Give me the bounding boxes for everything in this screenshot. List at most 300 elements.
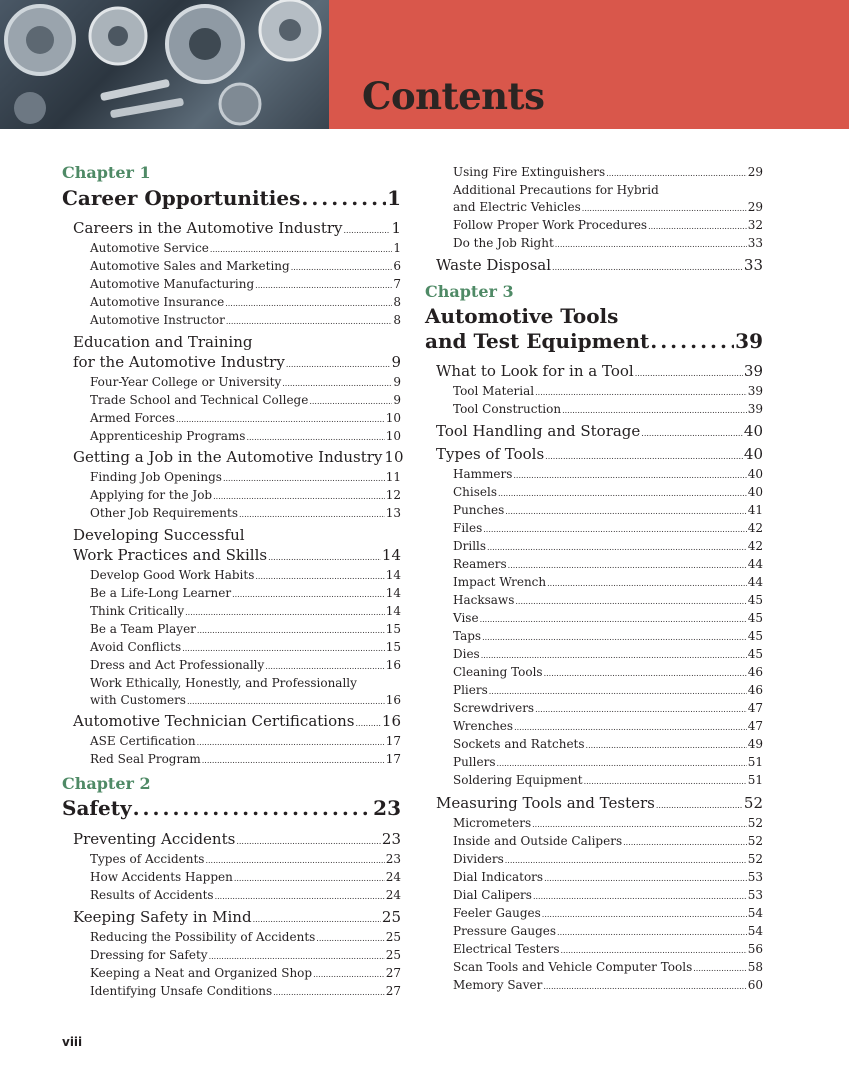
dot-leader (209, 948, 385, 965)
dot-leader (197, 734, 385, 751)
toc-page-number: 14 (385, 568, 401, 582)
toc-page-number: 39 (747, 384, 763, 398)
toc-page-number: 16 (381, 712, 401, 730)
dot-leader (255, 568, 384, 585)
dot-leader (535, 701, 747, 718)
toc-entry-label: Dress and Act Professionally (90, 658, 265, 672)
automotive-parts-photo (0, 0, 329, 129)
toc-entry-label: Be a Team Player (90, 622, 196, 636)
dot-leader (533, 888, 747, 905)
toc-subentry-punches[interactable] (453, 502, 763, 520)
dot-leader (641, 424, 743, 444)
dot-leader (648, 218, 747, 235)
toc-entry-label: Follow Proper Work Procedures (453, 218, 648, 232)
dot-leader (232, 586, 385, 603)
chapter-label: Chapter 1 (62, 163, 151, 182)
toc-subentry-chisels[interactable] (453, 484, 763, 502)
toc-entry-label: Memory Saver (453, 978, 543, 992)
toc-entry-label: Screwdrivers (453, 701, 535, 715)
dot-leader (508, 557, 747, 574)
toc-subentry-armed-forces[interactable] (90, 410, 401, 428)
toc-entry-label: Keeping Safety in Mind (73, 908, 252, 926)
toc-entry-label: Electrical Testers (453, 942, 560, 956)
toc-subentry-automotive-service[interactable] (90, 240, 401, 258)
toc-page-number: 39 (735, 329, 763, 353)
dot-leader (226, 313, 393, 330)
dot-leader (483, 521, 746, 538)
toc-entry-label: Automotive Instructor (90, 313, 225, 327)
dot-leader (535, 384, 747, 401)
toc-entry-label: Be a Life-Long Learner (90, 586, 232, 600)
dot-leader (545, 447, 743, 467)
dot-leader (253, 910, 381, 930)
toc-page-number: 40 (747, 485, 763, 499)
toc-page-number: 58 (747, 960, 763, 974)
toc-subentry-do-the-job-right[interactable] (453, 235, 763, 253)
toc-page-number: 29 (747, 200, 763, 214)
dot-leader (197, 622, 385, 639)
toc-entry-label: Dressing for Safety (90, 948, 208, 962)
toc-subentry-types-of-accidents[interactable] (90, 851, 401, 869)
toc-section-keeping-safety-in-mind[interactable] (73, 907, 401, 930)
toc-page-number: 47 (747, 701, 763, 715)
dot-leader (498, 485, 747, 502)
dot-leader (547, 575, 747, 592)
dot-leader (265, 658, 384, 675)
dot-leader (650, 329, 734, 354)
toc-subentry-additional-precautions-for-hybrid[interactable] (453, 182, 763, 217)
toc-subentry-wrenches[interactable] (453, 718, 763, 736)
toc-entry-label: Pullers (453, 755, 496, 769)
toc-entry-label: Hacksaws (453, 593, 515, 607)
toc-page-number: 25 (381, 908, 401, 926)
toc-entry-label: Pliers (453, 683, 488, 697)
toc-entry-label: Trade School and Technical College (90, 393, 309, 407)
toc-entry-label: Dies (453, 647, 480, 661)
dot-leader (623, 834, 747, 851)
toc-page-number: 17 (385, 734, 401, 748)
toc-section-tool-handling-and-storage[interactable] (436, 421, 763, 444)
toc-page-number: 45 (747, 629, 763, 643)
toc-entry-label: Waste Disposal (436, 256, 552, 274)
chapter-label: Chapter 3 (425, 282, 514, 301)
toc-entry-label: Dial Indicators (453, 870, 544, 884)
toc-subentry-inside-and-outside-calipers[interactable] (453, 833, 763, 851)
toc-subentry-automotive-sales-and-marketing[interactable] (90, 258, 401, 276)
dot-leader (515, 593, 746, 610)
toc-page-number: 39 (743, 362, 763, 380)
toc-entry-label: Drills (453, 539, 487, 553)
toc-page-number: 8 (393, 313, 401, 327)
toc-page-number: 10 (385, 429, 401, 443)
toc-page-number: 12 (385, 488, 401, 502)
toc-page-number: 52 (743, 794, 763, 812)
toc-page-number: 1 (387, 186, 401, 210)
dot-leader (301, 186, 386, 211)
toc-subentry-dividers[interactable] (453, 851, 763, 869)
toc-subentry-keeping-a-neat-and-organized-shop[interactable] (90, 965, 401, 983)
toc-subentry-four-year-college-or-university[interactable] (90, 374, 401, 392)
dot-leader (286, 355, 391, 375)
toc-page-number: 33 (747, 236, 763, 250)
dot-leader (543, 978, 746, 995)
toc-subentry-dressing-for-safety[interactable] (90, 947, 401, 965)
dot-leader (210, 241, 392, 258)
dot-leader (513, 467, 746, 484)
toc-subentry-taps[interactable] (453, 628, 763, 646)
toc-entry-label: for the Automotive Industry (73, 353, 285, 371)
toc-subentry-vise[interactable] (453, 610, 763, 628)
toc-subentry-how-accidents-happen[interactable] (90, 869, 401, 887)
toc-entry-label: Red Seal Program (90, 752, 201, 766)
dot-leader (133, 796, 373, 821)
toc-page-number: 23 (381, 830, 401, 848)
toc-page-number: 17 (385, 752, 401, 766)
toc-entry-label: Using Fire Extinguishers (453, 165, 606, 179)
toc-page-number: 1 (391, 219, 401, 237)
toc-subentry-red-seal-program[interactable] (90, 751, 401, 769)
toc-subentry-apprenticeship-programs[interactable] (90, 428, 401, 446)
toc-entry-label: Micrometers (453, 816, 532, 830)
toc-entry-label: Preventing Accidents (73, 830, 236, 848)
toc-page-number: 49 (747, 737, 763, 751)
toc-section-getting-a-job-in-the-automotive-industry[interactable] (73, 447, 404, 470)
toc-entry-label: Education and Training (73, 333, 253, 351)
toc-entry-label: Feeler Gauges (453, 906, 541, 920)
dot-leader (584, 773, 747, 790)
toc-page-number: 14 (381, 546, 401, 564)
toc-entry-label: Reducing the Possibility of Accidents (90, 930, 316, 944)
page-number: viii (62, 1035, 83, 1049)
toc-subentry-be-a-team-player[interactable] (90, 621, 401, 639)
toc-entry-label: Automotive Service (90, 241, 209, 255)
toc-subentry-using-fire-extinguishers[interactable] (453, 164, 763, 182)
toc-page-number: 9 (391, 353, 401, 371)
dot-leader (223, 470, 385, 487)
toc-page-number: 39 (747, 402, 763, 416)
dot-leader (514, 719, 747, 736)
toc-subentry-screwdrivers[interactable] (453, 700, 763, 718)
toc-subentry-identifying-unsafe-conditions[interactable] (90, 983, 401, 1001)
toc-page-number: 10 (385, 411, 401, 425)
toc-entry-label: Applying for the Job (90, 488, 213, 502)
toc-entry-label: Career Opportunities (62, 186, 301, 210)
dot-leader (532, 816, 747, 833)
toc-entry-label: Chisels (453, 485, 498, 499)
dot-leader (236, 832, 381, 852)
toc-entry-label: Think Critically (90, 604, 185, 618)
toc-section-types-of-tools[interactable] (436, 444, 763, 467)
toc-page-number: 13 (385, 506, 401, 520)
toc-page-number: 52 (747, 834, 763, 848)
toc-entry-label: Work Ethically, Honestly, and Professionally (90, 676, 357, 690)
toc-entry-label: Taps (453, 629, 482, 643)
toc-subentry-applying-for-the-job[interactable] (90, 487, 401, 505)
toc-subentry-memory-saver[interactable] (453, 977, 763, 995)
toc-subentry-work-ethically-honestly-and-professionally[interactable] (90, 675, 401, 710)
toc-page-number: 51 (747, 755, 763, 769)
toc-section-waste-disposal[interactable] (436, 255, 763, 278)
toc-page-number: 53 (747, 870, 763, 884)
toc-entry-label: Other Job Requirements (90, 506, 238, 520)
toc-entry-label: Automotive Technician Certifications (73, 712, 355, 730)
toc-section-preventing-accidents[interactable] (73, 829, 401, 852)
dot-leader (225, 295, 392, 312)
toc-subentry-dies[interactable] (453, 646, 763, 664)
toc-subentry-be-a-life-long-learner[interactable] (90, 585, 401, 603)
toc-entry-label: Finding Job Openings (90, 470, 222, 484)
toc-entry-label: Cleaning Tools (453, 665, 543, 679)
toc-subentry-soldering-equipment[interactable] (453, 772, 763, 790)
toc-page-number: 60 (747, 978, 763, 992)
toc-section-measuring-tools-and-testers[interactable] (436, 793, 763, 816)
toc-subentry-pullers[interactable] (453, 754, 763, 772)
toc-page-number: 40 (743, 445, 763, 463)
toc-entry-label: Files (453, 521, 483, 535)
toc-entry-label: Types of Tools (436, 445, 545, 463)
dot-leader (239, 506, 385, 523)
dot-leader (482, 629, 747, 646)
toc-subentry-automotive-manufacturing[interactable] (90, 276, 401, 294)
dot-leader (255, 277, 392, 294)
toc-page-number: 23 (385, 852, 401, 866)
toc-entry-label: Apprenticeship Programs (90, 429, 246, 443)
toc-page-number: 33 (743, 256, 763, 274)
toc-subentry-dial-indicators[interactable] (453, 869, 763, 887)
toc-entry-label: Measuring Tools and Testers (436, 794, 655, 812)
toc-subentry-dress-and-act-professionally[interactable] (90, 657, 401, 675)
toc-subentry-dial-calipers[interactable] (453, 887, 763, 905)
toc-page-number: 40 (747, 467, 763, 481)
toc-subentry-hacksaws[interactable] (453, 592, 763, 610)
toc-entry-label: What to Look for in a Tool (436, 362, 634, 380)
dot-leader (291, 259, 393, 276)
toc-page-number: 56 (747, 942, 763, 956)
toc-entry-label: Tool Material (453, 384, 535, 398)
toc-subentry-automotive-insurance[interactable] (90, 294, 401, 312)
toc-entry-label: Safety (62, 796, 132, 820)
dot-leader (480, 611, 747, 628)
toc-subentry-files[interactable] (453, 520, 763, 538)
dot-leader (215, 888, 385, 905)
toc-page-number: 45 (747, 593, 763, 607)
toc-entry-label: Sockets and Ratchets (453, 737, 585, 751)
toc-entry-label: How Accidents Happen (90, 870, 233, 884)
toc-page-number: 9 (393, 393, 401, 407)
toc-page-number: 25 (385, 948, 401, 962)
toc-page-number: 10 (384, 448, 404, 466)
toc-page-number: 15 (385, 622, 401, 636)
toc-page-number: 54 (747, 906, 763, 920)
toc-subentry-tool-material[interactable] (453, 383, 763, 401)
toc-entry-label: Hammers (453, 467, 513, 481)
dot-leader (496, 755, 746, 772)
toc-page-number: 45 (747, 611, 763, 625)
toc-subentry-electrical-testers[interactable] (453, 941, 763, 959)
toc-page-number: 40 (743, 422, 763, 440)
dot-leader (505, 852, 747, 869)
header-photo (0, 0, 329, 129)
toc-page-number: 45 (747, 647, 763, 661)
dot-leader (282, 375, 392, 392)
toc-chapter-automotive-tools[interactable] (425, 304, 763, 354)
dot-leader (316, 930, 384, 947)
toc-subentry-follow-proper-work-procedures[interactable] (453, 217, 763, 235)
toc-entry-label: Tool Handling and Storage (436, 422, 641, 440)
toc-entry-label: Automotive Manufacturing (90, 277, 255, 291)
toc-entry-label: Tool Construction (453, 402, 562, 416)
toc-page-number: 41 (747, 503, 763, 517)
toc-entry-label: Keeping a Neat and Organized Shop (90, 966, 313, 980)
toc-entry-label: Getting a Job in the Automotive Industry (73, 448, 383, 466)
toc-page-number: 15 (385, 640, 401, 654)
toc-subentry-results-of-accidents[interactable] (90, 887, 401, 905)
toc-entry-label: Identifying Unsafe Conditions (90, 984, 273, 998)
toc-entry-label: Impact Wrench (453, 575, 547, 589)
toc-entry-label: Four-Year College or University (90, 375, 282, 389)
toc-subentry-pliers[interactable] (453, 682, 763, 700)
toc-subentry-automotive-instructor[interactable] (90, 312, 401, 330)
dot-leader (505, 503, 746, 520)
dot-leader (202, 752, 385, 769)
toc-page-number: 11 (385, 470, 401, 484)
toc-subentry-think-critically[interactable] (90, 603, 401, 621)
dot-leader (182, 640, 385, 657)
dot-leader (205, 852, 384, 869)
dot-leader (246, 429, 384, 446)
toc-subentry-develop-good-work-habits[interactable] (90, 567, 401, 585)
toc-subentry-micrometers[interactable] (453, 815, 763, 833)
toc-page-number: 14 (385, 604, 401, 618)
dot-leader (313, 966, 385, 983)
toc-entry-label: ASE Certification (90, 734, 196, 748)
toc-page-number: 9 (393, 375, 401, 389)
toc-entry-label: Automotive Tools (425, 304, 619, 328)
toc-entry-label: Automotive Sales and Marketing (90, 259, 290, 273)
toc-chapter-career-opportunities[interactable] (62, 186, 401, 211)
dot-leader (234, 870, 385, 887)
toc-entry-label: Automotive Insurance (90, 295, 225, 309)
toc-subentry-cleaning-tools[interactable] (453, 664, 763, 682)
dot-leader (213, 488, 385, 505)
toc-page-number: 16 (385, 693, 401, 707)
page-title: Contents (362, 74, 545, 118)
dot-leader (268, 548, 381, 568)
dot-leader (487, 539, 747, 556)
dot-leader (355, 714, 380, 734)
dot-leader (544, 870, 747, 887)
toc-section-education-and-training[interactable] (73, 332, 401, 375)
toc-entry-label: Armed Forces (90, 411, 175, 425)
toc-subentry-hammers[interactable] (453, 466, 763, 484)
toc-page-number: 52 (747, 816, 763, 830)
toc-entry-label: Dial Calipers (453, 888, 532, 902)
dot-leader (586, 737, 747, 754)
dot-leader (606, 165, 747, 182)
dot-leader (582, 200, 747, 217)
dot-leader (481, 647, 747, 664)
toc-page-number: 42 (747, 539, 763, 553)
toc-page-number: 24 (385, 888, 401, 902)
toc-section-what-to-look-for-in-a-tool[interactable] (436, 361, 763, 384)
toc-entry-label: Reamers (453, 557, 507, 571)
dot-leader (185, 604, 385, 621)
toc-subentry-other-job-requirements[interactable] (90, 505, 401, 523)
toc-section-automotive-technician-certifications[interactable] (73, 711, 401, 734)
toc-subentry-drills[interactable] (453, 538, 763, 556)
toc-page-number: 14 (385, 586, 401, 600)
dot-leader (693, 960, 746, 977)
dot-leader (344, 221, 391, 241)
toc-entry-label: Work Practices and Skills (73, 546, 268, 564)
dot-leader (544, 665, 747, 682)
toc-subentry-scan-tools-and-vehicle-computer-tools[interactable] (453, 959, 763, 977)
toc-subentry-impact-wrench[interactable] (453, 574, 763, 592)
toc-page-number: 29 (747, 165, 763, 179)
toc-entry-label: Types of Accidents (90, 852, 205, 866)
toc-entry-label: Punches (453, 503, 505, 517)
toc-subentry-sockets-and-ratchets[interactable] (453, 736, 763, 754)
toc-page-number: 46 (747, 665, 763, 679)
dot-leader (309, 393, 392, 410)
toc-page-number: 47 (747, 719, 763, 733)
dot-leader (555, 236, 747, 253)
toc-subentry-tool-construction[interactable] (453, 401, 763, 419)
toc-page-number: 23 (373, 796, 401, 820)
toc-page-number: 27 (385, 984, 401, 998)
dot-leader (187, 693, 385, 710)
toc-page-number: 54 (747, 924, 763, 938)
toc-entry-label: Results of Accidents (90, 888, 214, 902)
dot-leader (561, 942, 747, 959)
toc-page-number: 44 (747, 557, 763, 571)
dot-leader (489, 683, 747, 700)
toc-entry-label: Vise (453, 611, 479, 625)
dot-leader (273, 984, 385, 1001)
toc-page-number: 32 (747, 218, 763, 232)
chapter-label: Chapter 2 (62, 774, 151, 793)
toc-entry-label: Additional Precautions for Hybrid (453, 183, 659, 197)
dot-leader (557, 924, 747, 941)
toc-page-number: 46 (747, 683, 763, 697)
toc-entry-label: and Electric Vehicles (453, 200, 581, 214)
toc-section-careers-in-the-automotive-industry[interactable] (73, 218, 401, 241)
dot-leader (542, 906, 747, 923)
toc-subentry-reducing-the-possibility-of-accidents[interactable] (90, 929, 401, 947)
toc-subentry-trade-school-and-technical-college[interactable] (90, 392, 401, 410)
toc-subentry-avoid-conflicts[interactable] (90, 639, 401, 657)
toc-entry-label: Avoid Conflicts (90, 640, 182, 654)
toc-entry-label: Do the Job Right (453, 236, 554, 250)
dot-leader (562, 402, 747, 419)
toc-page-number: 53 (747, 888, 763, 902)
toc-chapter-safety[interactable] (62, 796, 401, 821)
toc-subentry-pressure-gauges[interactable] (453, 923, 763, 941)
toc-entry-label: Soldering Equipment (453, 773, 583, 787)
toc-subentry-feeler-gauges[interactable] (453, 905, 763, 923)
toc-entry-label: Developing Successful (73, 526, 245, 544)
toc-subentry-finding-job-openings[interactable] (90, 469, 401, 487)
toc-entry-label: Careers in the Automotive Industry (73, 219, 343, 237)
dot-leader (635, 364, 743, 384)
toc-page-number: 8 (393, 295, 401, 309)
toc-section-developing-successful[interactable] (73, 525, 401, 568)
toc-page-number: 24 (385, 870, 401, 884)
toc-subentry-reamers[interactable] (453, 556, 763, 574)
toc-entry-label: Wrenches (453, 719, 514, 733)
toc-subentry-ase-certification[interactable] (90, 733, 401, 751)
toc-page-number: 51 (747, 773, 763, 787)
